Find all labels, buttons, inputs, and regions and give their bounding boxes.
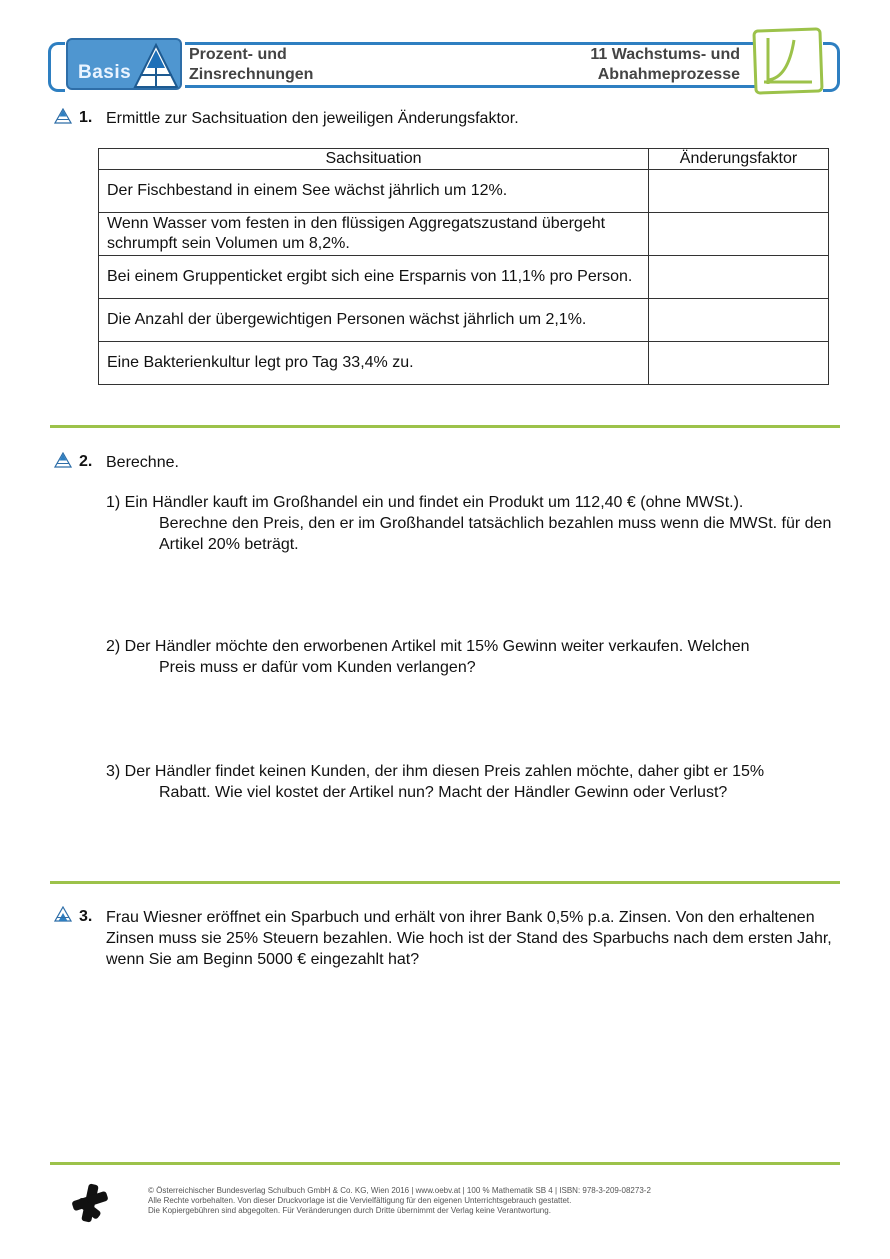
task-continuation: Berechne den Preis, den er im Großhandel tatsächlich bezahlen muss wenn die MWSt. für den Artikel 20% beträgt. xyxy=(159,515,832,553)
exercise-2-instruction: Berechne. xyxy=(106,454,179,471)
situation-cell: Eine Bakterienkultur legt pro Tag 33,4% zu. xyxy=(99,342,649,385)
header-topic-line1: Prozent- und xyxy=(189,46,287,63)
copyright-footer xyxy=(148,1186,651,1216)
task-first-line: 1) Ein Händler kauft im Großhandel ein und findet ein Produkt um 112,40 € (ohne MWSt.). xyxy=(106,494,744,511)
task-first-line: 2) Der Händler möchte den erworbenen Artikel mit 15% Gewinn weiter verkaufen. Welchen xyxy=(106,638,750,655)
exercise-3-number: 3. xyxy=(79,908,93,925)
exercise-2-number: 2. xyxy=(79,453,93,470)
task-2-3 xyxy=(106,761,851,803)
situation-cell: Wenn Wasser vom festen in den flüssigen Aggregatszustand übergeht schrumpft sein Volumen um 8,2%. xyxy=(99,213,649,256)
basis-label: Basis xyxy=(78,62,132,83)
header-chapter-line1: 11 Wachstums- und xyxy=(590,46,740,63)
situation-cell: Die Anzahl der übergewichtigen Personen wächst jährlich um 2,1%. xyxy=(99,299,649,342)
footer-line-2: Alle Rechte vorbehalten. Von dieser Druckvorlage ist die Vervielfältigung für den eigenen Unterrichtsgebrauch gestattet. xyxy=(148,1196,572,1205)
header-chapter-line2: Abnahmeprozesse xyxy=(597,66,740,83)
task-continuation: Preis muss er dafür vom Kunden verlangen? xyxy=(159,659,476,676)
level-triangle-icon xyxy=(54,452,72,468)
level-triangle-icon xyxy=(132,42,180,90)
publisher-logo-icon xyxy=(70,1182,110,1224)
header-line-bottom xyxy=(185,85,755,88)
task-first-line: 3) Der Händler findet keinen Kunden, der ihm diesen Preis zahlen möchte, daher gibt er 15% xyxy=(106,763,765,780)
table-row xyxy=(99,170,829,213)
situation-cell: Der Fischbestand in einem See wächst jährlich um 12%. xyxy=(99,170,649,213)
task-2-1 xyxy=(106,492,841,555)
factor-answer-cell[interactable] xyxy=(649,299,829,342)
header-topic-title xyxy=(189,45,313,85)
table-row xyxy=(99,342,829,385)
factor-answer-cell[interactable] xyxy=(649,256,829,299)
table-row xyxy=(99,213,829,256)
factor-answer-cell[interactable] xyxy=(649,342,829,385)
situation-cell: Bei einem Gruppenticket ergibt sich eine Ersparnis von 11,1% pro Person. xyxy=(99,256,649,299)
section-divider xyxy=(50,425,840,428)
exercise-1-number: 1. xyxy=(79,109,93,126)
table-row xyxy=(99,256,829,299)
task-continuation: Rabatt. Wie viel kostet der Artikel nun? Macht der Händler Gewinn oder Verlust? xyxy=(159,784,728,801)
section-divider xyxy=(50,1162,840,1165)
change-factor-table xyxy=(98,148,829,385)
header-chapter-title xyxy=(540,45,740,85)
exercise-1-instruction: Ermittle zur Sachsituation den jeweiligen Änderungsfaktor. xyxy=(106,110,519,127)
table-row xyxy=(99,299,829,342)
growth-graph-icon xyxy=(752,26,826,98)
header-topic-line2: Zinsrechnungen xyxy=(189,66,314,83)
header-bracket-left xyxy=(48,42,65,92)
basis-badge xyxy=(66,38,182,90)
factor-answer-cell[interactable] xyxy=(649,170,829,213)
level-triangle-icon xyxy=(54,108,72,124)
exercise-3-text: Frau Wiesner eröffnet ein Sparbuch und erhält von ihrer Bank 0,5% p.a. Zinsen. Von den erhaltenen Zinsen muss sie 25% Steuern bezahlen. Wie hoch ist der Stand des Sparbuchs nach dem ersten Jahr, wenn Sie am Beginn 5000 € eingezahlt hat? xyxy=(106,909,832,968)
task-2-2 xyxy=(106,636,841,678)
level-triangle-icon xyxy=(54,906,72,922)
footer-line-1: © Österreichischer Bundesverlag Schulbuch GmbH & Co. KG, Wien 2016 | www.oebv.at | 100 % Mathematik SB 4 | ISBN: 978-3-209-08273-2 xyxy=(148,1186,651,1195)
table-header-situation: Sachsituation xyxy=(99,149,649,170)
footer-line-3: Die Kopiergebühren sind abgegolten. Für Veränderungen durch Dritte übernimmt der Verlag keine Verantwortung. xyxy=(148,1206,551,1215)
section-divider xyxy=(50,881,840,884)
factor-answer-cell[interactable] xyxy=(649,213,829,256)
table-header-factor: Änderungsfaktor xyxy=(649,149,829,170)
